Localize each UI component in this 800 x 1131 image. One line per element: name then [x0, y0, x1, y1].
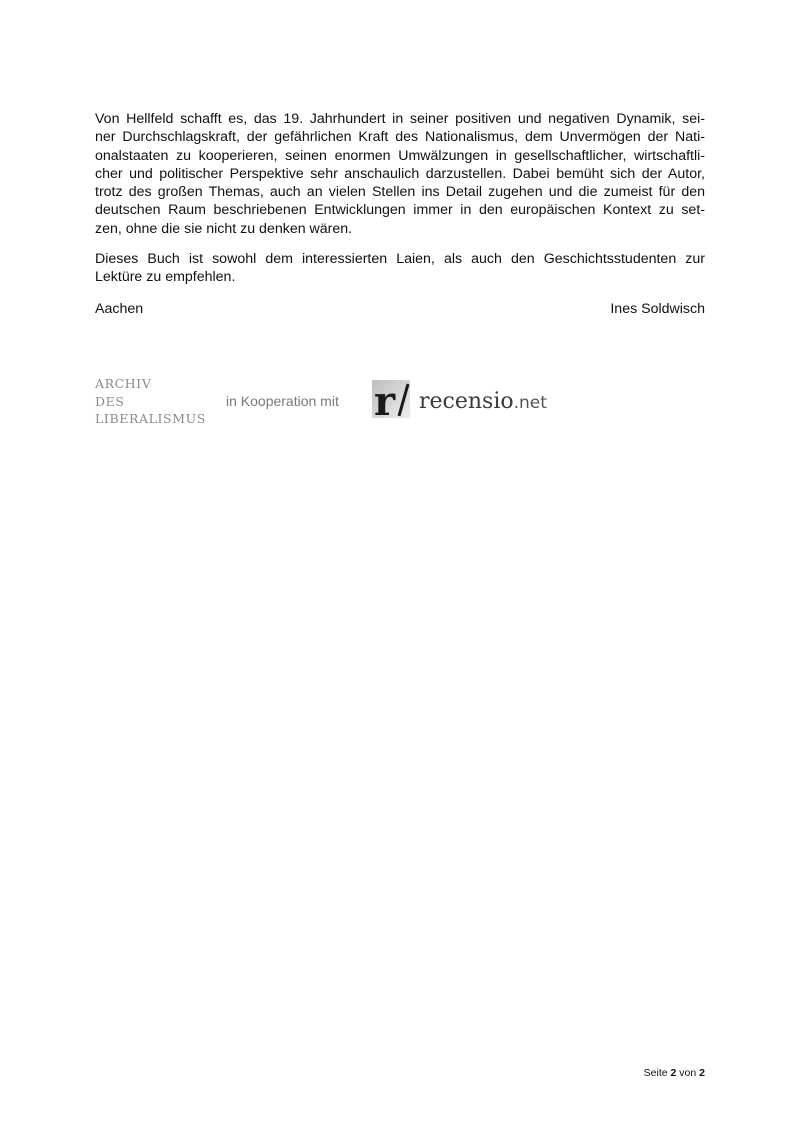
archiv-des-liberalismus-logo	[95, 375, 206, 428]
recensio-name: recensio	[419, 389, 514, 414]
paragraph-line: onalstaaten zu kooperieren, seinen enormen Umwälzungen in gesellschaftlicher, wirtschaftli-	[95, 147, 705, 164]
paragraph-line: zen, ohne die sie nicht zu denken wären.	[95, 220, 353, 237]
recensio-letter: r	[374, 380, 396, 418]
logo-line: LIBERALISMUS	[95, 411, 206, 426]
paragraph-line: Dieses Buch ist sowohl dem interessierten Laien, als auch den Geschichtsstudenten zur	[95, 251, 705, 267]
cooperation-label: in Kooperation mit	[226, 393, 339, 409]
page-footer	[644, 1067, 705, 1079]
signature-block	[95, 300, 705, 318]
signature-author: Ines Soldwisch	[610, 301, 705, 317]
paragraph-line: ner Durchschlagskraft, der gefährlichen Kraft des Nationalismus, dem Unvermögen der Nati-	[95, 129, 705, 146]
paragraph-line: Lektüre zu empfehlen.	[95, 269, 236, 286]
footer-page-number: 2	[670, 1067, 677, 1079]
logo-line: ARCHIV	[95, 376, 152, 391]
recensio-wordmark	[419, 389, 547, 414]
signature-place: Aachen	[95, 301, 144, 317]
recensio-logo	[372, 380, 552, 420]
footer-of: von	[679, 1067, 697, 1079]
logo-line: DES	[95, 393, 125, 409]
paragraph-line: deutschen Raum beschriebenen Entwicklungen immer in den europäischen Kontext zu set-	[95, 202, 705, 219]
body-paragraph-1	[95, 110, 705, 238]
paragraph-line: Von Hellfeld schafft es, das 19. Jahrhundert in seiner positiven und negativen Dynamik, sei-	[95, 111, 705, 127]
recensio-suffix: .net	[513, 393, 547, 413]
paragraph-line: cher und politischer Perspektive sehr anschaulich darzustellen. Dabei bemüht sich der Autor,	[95, 165, 705, 182]
body-paragraph-2	[95, 250, 705, 287]
footer-page-total: 2	[699, 1067, 705, 1079]
footer-prefix: Seite	[643, 1067, 668, 1079]
paragraph-line: trotz des großen Themas, auch an vielen Stellen ins Detail zugehen und die zumeist für den	[95, 184, 705, 201]
recensio-mark-icon	[372, 380, 410, 418]
